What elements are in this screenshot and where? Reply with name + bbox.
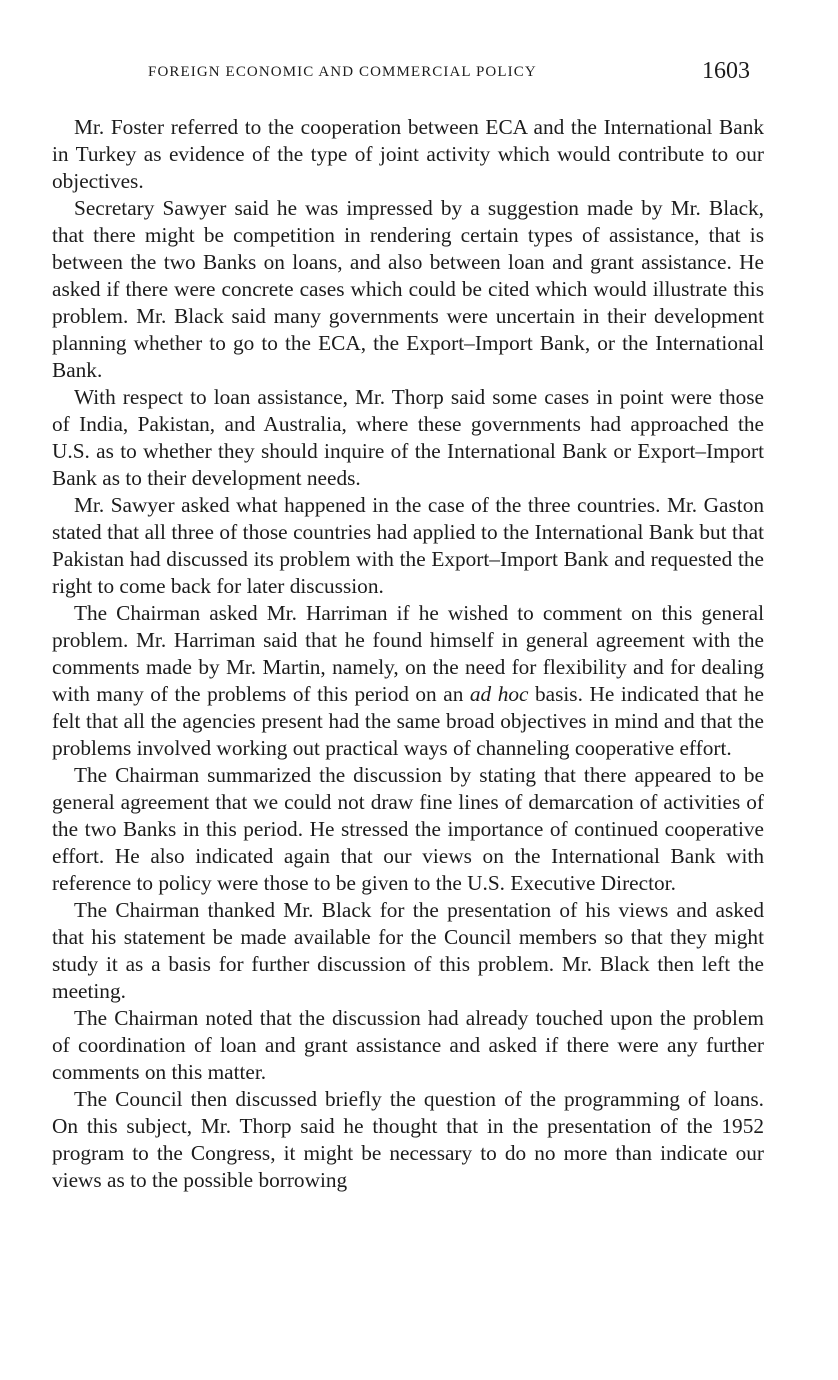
paragraph-sawyer-competition: Secretary Sawyer said he was impressed by a suggestion made by Mr. Black, that there might be competition in rendering certain types of assistance, that is between the two Banks on loans, and also between loan and grant assistance. He asked if there were concrete cases which could be cited which would illustrate this problem. Mr. Black said many governments were uncertain in their development planning whether to go to the ECA, the Export–Import Bank, or the International Bank.: [52, 196, 764, 382]
paragraph-council-programming-loans: The Council then discussed briefly the question of the programming of loans. On this subject, Mr. Thorp said he thought that in the presentation of the 1952 program to the Congress, it might be necessary to do no more than indicate our views as to the possible borrowing: [52, 1087, 764, 1192]
paragraph-text-segment: The Chairman asked Mr. Harriman if he wished to comment on this general problem. Mr. Harriman said that he found himself in general agreement with the comments made by Mr. Martin, namely, on the need for flexibility and for dealing with many of the problems of this period on an: [52, 601, 764, 706]
paragraph-thorp-loan-assistance: With respect to loan assistance, Mr. Thorp said some cases in point were those of India, Pakistan, and Australia, where these governments had approached the U.S. as to whether they should inquire of the International Bank or Export–Import Bank as to their development needs.: [52, 385, 764, 490]
running-title: FOREIGN ECONOMIC AND COMMERCIAL POLICY: [148, 64, 537, 80]
paragraph-gaston-three-countries: Mr. Sawyer asked what happened in the case of the three countries. Mr. Gaston stated that all three of those countries had applied to the International Bank but that Pakistan had discussed its problem with the Export–Import Bank and requested the right to come back for later discussion.: [52, 493, 764, 598]
paragraph-chairman-summary: The Chairman summarized the discussion by stating that there appeared to be general agreement that we could not draw fine lines of demarcation of activities of the two Banks in this period. He stressed the importance of continued cooperative effort. He also indicated again that our views on the International Bank with reference to policy were those to be given to the U.S. Executive Director.: [52, 763, 764, 895]
paragraph-foster-turkey: Mr. Foster referred to the cooperation between ECA and the International Bank in Turkey as evidence of the type of joint activity which would contribute to our objectives.: [52, 115, 764, 193]
document-page: [52, 56, 764, 1194]
page-number: 1603: [702, 58, 750, 84]
paragraph-harriman-comment: [52, 600, 764, 762]
paragraph-chairman-thanks-black: The Chairman thanked Mr. Black for the presentation of his views and asked that his statement be made available for the Council members so that they might study it as a basis for further discussion of this problem. Mr. Black then left the meeting.: [52, 898, 764, 1003]
paragraph-chairman-coordination: The Chairman noted that the discussion had already touched upon the problem of coordination of loan and grant assistance and asked if there were any further comments on this matter.: [52, 1006, 764, 1084]
running-header: [52, 56, 764, 96]
italic-phrase: ad hoc: [469, 682, 529, 706]
body-text: [52, 114, 764, 1194]
paragraph-text-segment: basis. He indicated that he felt that all the agencies present had the same broad objectives in mind and that the problems involved working out practical ways of channeling cooperative effort.: [52, 682, 764, 760]
